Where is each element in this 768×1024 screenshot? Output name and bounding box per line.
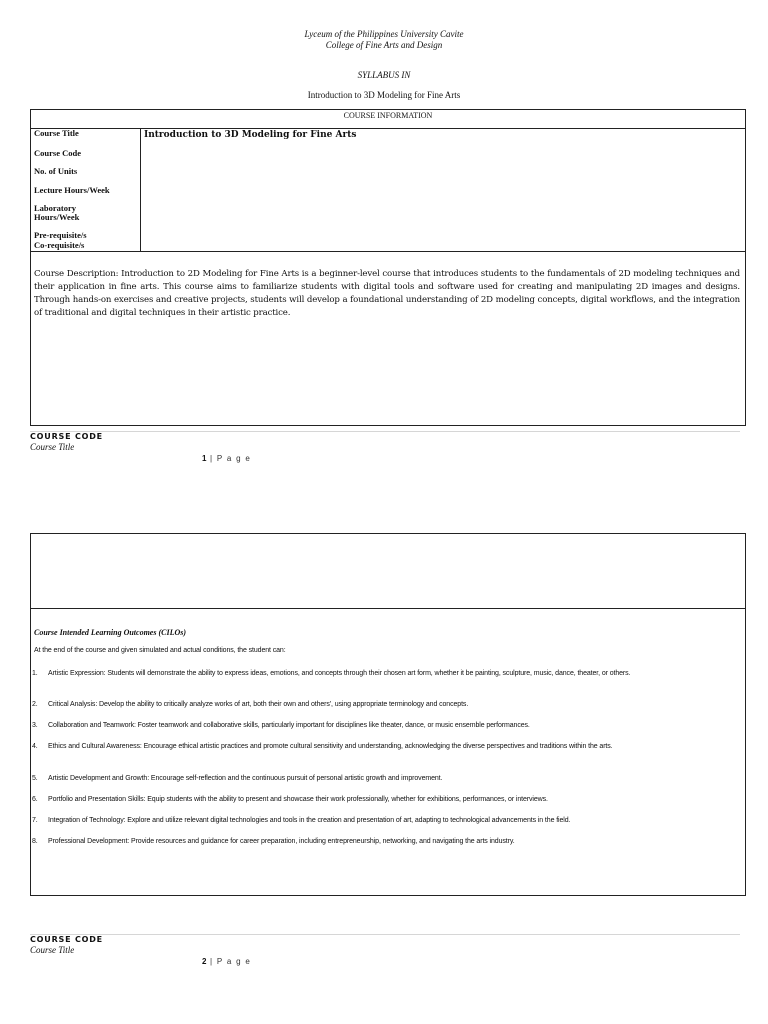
corequisite-label: Co-requisite/s (34, 240, 85, 250)
course-title-value: Introduction to 3D Modeling for Fine Arts (144, 130, 357, 140)
footer-course-code: COURSE CODE (30, 432, 103, 441)
footer-course-title: Course Title (30, 442, 75, 452)
course-information-heading: COURSE INFORMATION (343, 111, 433, 120)
syllabus-label: SYLLABUS IN (357, 70, 411, 80)
cilo-item: 4. Ethics and Cultural Awareness: Encourage ethical artistic practices and promote cultural sensitivity and understanding, acknowledging the diverse perspectives and traditions within the arts. (32, 743, 613, 750)
table-divider (30, 251, 746, 252)
prerequisite-label: Pre-requisite/s (34, 230, 87, 240)
units-label: No. of Units (34, 166, 78, 176)
footer-course-title: Course Title (30, 945, 75, 955)
cilo-item: 2. Critical Analysis: Develop the ability to critically analyze works of art, both their own and others', using appropriate terminology and concepts. (32, 701, 469, 708)
cilo-item: 7. Integration of Technology: Explore and utilize relevant digital technologies and tools in the creation and presentation of art, adapting to technological advancements in the field. (32, 817, 571, 824)
footer-rule (30, 934, 740, 935)
college-name: College of Fine Arts and Design (325, 40, 443, 50)
page-number: 2 | P a g e (202, 957, 252, 966)
cilo-item: 3. Collaboration and Teamwork: Foster teamwork and collaborative skills, particularly important for disciplines like theater, dance, or music ensemble performances. (32, 722, 530, 729)
cilo-item: 8. Professional Development: Provide resources and guidance for career preparation, including entrepreneurship, networking, and navigating the arts industry. (32, 838, 515, 845)
cilo-intro: At the end of the course and given simulated and actual conditions, the student can: (34, 647, 286, 654)
cilo-item: 5. Artistic Development and Growth: Encourage self-reflection and the continuous pursuit of personal artistic growth and improvement. (32, 775, 443, 782)
university-name: Lyceum of the Philippines University Cavite (304, 29, 464, 39)
table-column-divider (140, 128, 141, 251)
lab-hours-label-line1: Laboratory (34, 203, 77, 213)
footer-course-code: COURSE CODE (30, 935, 103, 944)
footer-rule (30, 431, 740, 432)
cilo-item: 1. Artistic Expression: Students will demonstrate the ability to express ideas, emotions, and concepts through their chosen art form, whether it be painting, sculpture, music, dance, theater, or others. (32, 670, 631, 677)
table-divider (30, 128, 746, 129)
cilo-box-divider (30, 608, 746, 609)
lab-hours-label-line2: Hours/Week (34, 212, 80, 222)
course-title-label: Course Title (34, 128, 79, 138)
course-description: Course Description: Introduction to 2D Modeling for Fine Arts is a beginner-level course that introduces students to the fundamentals of 2D modeling techniques and their application in fine arts. This course aims to familiarize students with digital tools and software used for creating and manipulating 2D images and designs. Through hands-on exercises and creative projects, students will develop a foundational understanding of 2D modeling concepts, digital workflows, and the integration of traditional and digital techniques in their artistic practice. (34, 269, 740, 318)
cilo-heading: Course Intended Learning Outcomes (CILOs) (34, 628, 187, 637)
course-code-label: Course Code (34, 148, 81, 158)
syllabus-course-name: Introduction to 3D Modeling for Fine Arts (307, 90, 461, 100)
cilo-item: 6. Portfolio and Presentation Skills: Equip students with the ability to present and showcase their work professionally, whether for exhibitions, performances, or interviews. (32, 796, 548, 803)
lecture-hours-label: Lecture Hours/Week (34, 185, 110, 195)
page-number: 1 | P a g e (202, 454, 252, 463)
